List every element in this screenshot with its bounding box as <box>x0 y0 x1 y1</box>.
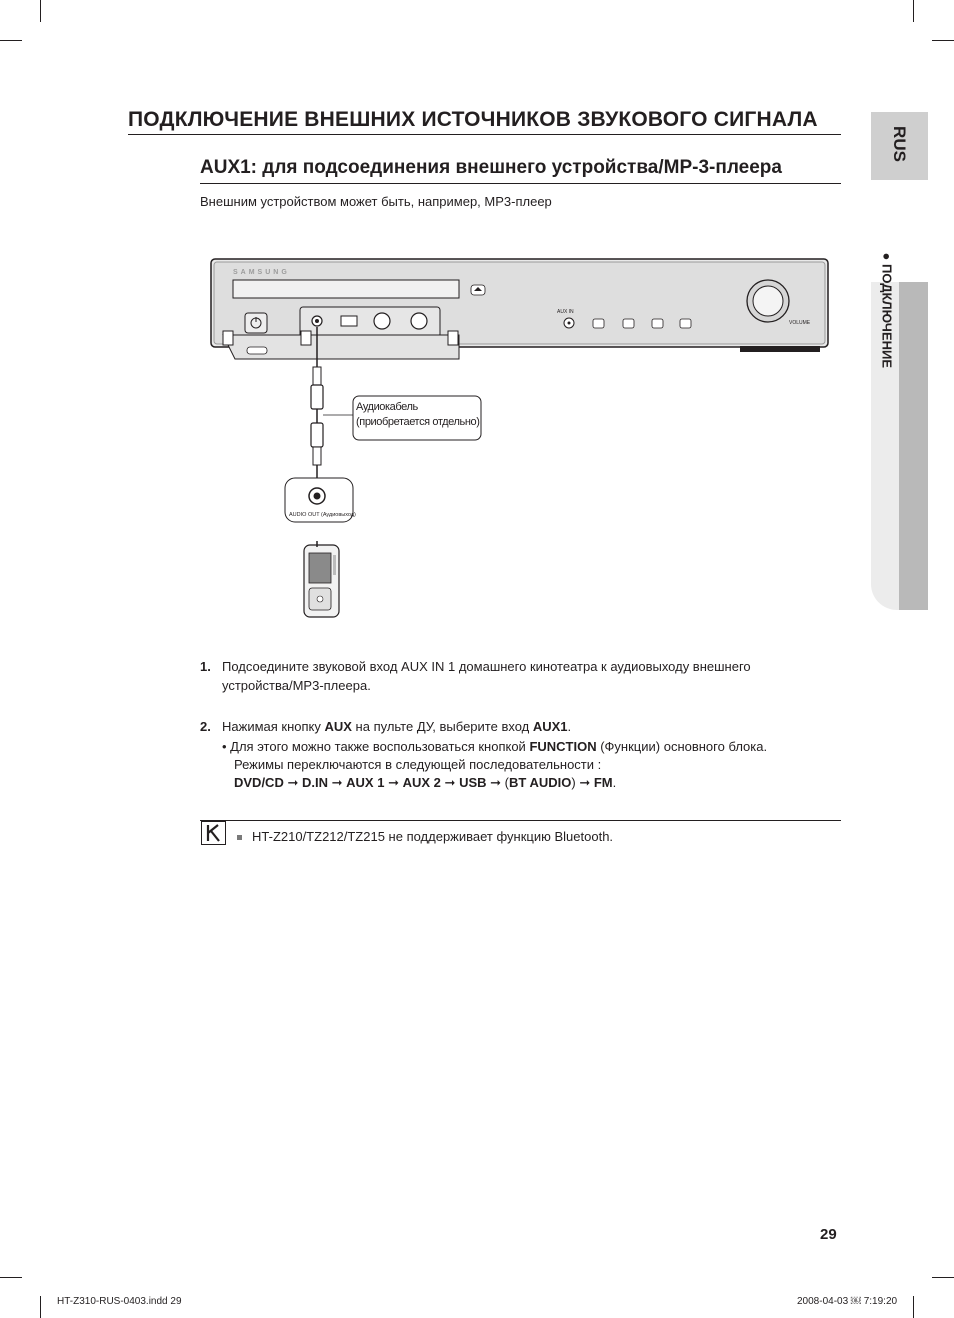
title-divider <box>128 134 841 135</box>
mode-sequence: DVD/CD ➞ D.IN ➞ AUX 1 ➞ AUX 2 ➞ USB ➞ (BT AUDIO) ➞ FM. <box>234 775 617 790</box>
cable-label: Аудиокабель (приобретается отдельно) <box>356 401 480 428</box>
footer-date: 2008-04-03 ￼ 7:19:20 <box>797 1296 898 1307</box>
usb-port-icon <box>341 316 357 326</box>
svg-text:VOLUME: VOLUME <box>789 320 811 326</box>
page-number: 29 <box>820 1226 837 1243</box>
crop-mark <box>913 0 914 22</box>
crop-mark <box>0 1277 22 1278</box>
connection-diagram <box>205 255 835 627</box>
intro-text: Внешним устройством может быть, например, MP3-плеер <box>200 194 552 209</box>
audio-out-label: AUDIO OUT (Аудиовыход) <box>289 512 356 518</box>
home-theater-unit <box>211 259 828 359</box>
brand-logo: SAMSUNG <box>233 269 290 276</box>
crop-mark <box>932 40 954 41</box>
section-tab-label: ● ПОДКЛЮЧЕНИЕ <box>879 252 895 369</box>
bullet-function: • Для этого можно также воспользоваться кнопкой FUNCTION (Функции) основного блока. Режимы переключаются в следующей последовательности : DVD/CD ➞ D.IN ➞ AUX 1 ➞ AUX 2 ➞ USB ➞ (BT AUDIO) ➞ FM. <box>222 738 842 792</box>
note-icon <box>201 821 226 845</box>
svg-text:AUX IN: AUX IN <box>557 309 574 315</box>
crop-mark <box>913 1296 914 1318</box>
forward-icon <box>680 319 691 328</box>
subtitle-divider <box>200 183 841 184</box>
play-pause-icon <box>652 319 663 328</box>
language-tab-label: RUS <box>890 126 909 162</box>
crop-mark <box>932 1277 954 1278</box>
footer-file: HT-Z310-RUS-0403.indd 29 <box>57 1296 182 1307</box>
rewind-icon <box>593 319 604 328</box>
crop-mark <box>40 0 41 22</box>
crop-mark <box>0 40 22 41</box>
note-divider <box>200 820 841 821</box>
jack-icon <box>411 313 427 329</box>
note-text: HT-Z210/TZ212/TZ215 не поддерживает функцию Bluetooth. <box>237 829 613 844</box>
mp3-player-icon <box>304 541 339 617</box>
page-title: ПОДКЛЮЧЕНИЕ ВНЕШНИХ ИСТОЧНИКОВ ЗВУКОВОГО СИГНАЛА <box>128 108 818 131</box>
crop-mark <box>40 1296 41 1318</box>
section-subtitle: AUX1: для подсоединения внешнего устройства/MP-3-плеера <box>200 157 782 178</box>
stop-icon <box>623 319 634 328</box>
section-tab-dark <box>899 282 928 610</box>
jack-icon <box>374 313 390 329</box>
power-button <box>245 313 267 333</box>
